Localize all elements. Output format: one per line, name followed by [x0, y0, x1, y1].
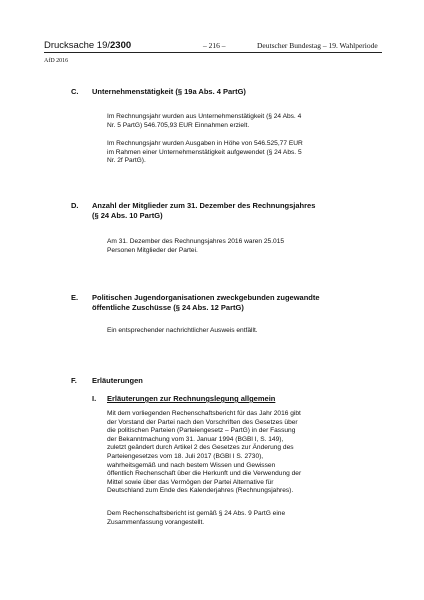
section-f-title: Erläuterungen	[92, 376, 143, 385]
heading-line: (§ 24 Abs. 10 PartG)	[92, 210, 163, 220]
subsection-i-title: Erläuterungen zur Rechnungslegung allgemein	[107, 394, 276, 403]
subheader: AfD 2016	[44, 58, 69, 64]
text-line: Am 31. Dezember des Rechnungsjahres 2016 waren 25.015	[107, 238, 285, 245]
text-line: der Bekanntmachung vom 31. Januar 1994 (BGBl I, S. 149),	[107, 435, 284, 443]
section-e-title	[92, 293, 320, 312]
text-line: Deutschland zum Ende des Kalenderjahres (Rechnungsjahres).	[107, 487, 294, 495]
section-e-letter: E.	[71, 293, 79, 302]
section-f-letter: F.	[71, 376, 77, 385]
text-line: öffentlich Rechenschaft über die Herkunft und die Verwendung der	[107, 470, 302, 478]
text-line: Personen Mitglieder der Partei.	[107, 246, 198, 254]
page-number: – 216 –	[203, 41, 226, 50]
subsection-i-paragraph-1	[107, 410, 301, 496]
subsection-i-paragraph-2	[107, 510, 285, 527]
heading-line: Politischen Jugendorganisationen zweckgebunden zugewandte	[92, 293, 320, 302]
section-c-paragraph-2	[107, 140, 303, 166]
heading-line: Anzahl der Mitglieder zum 31. Dezember des Rechnungsjahres	[92, 201, 316, 210]
doc-label: Drucksache 19/	[44, 40, 111, 51]
text-line: Ein entsprechender nachrichtlicher Ausweis entfällt.	[107, 327, 258, 334]
text-line: Dem Rechenschaftsbericht ist gemäß § 24 Abs. 9 PartG eine	[107, 510, 286, 517]
text-line: die politischen Parteien (Parteiengesetz – PartG) in der Fassung	[107, 427, 296, 435]
text-line: Nr. 2f PartG).	[107, 157, 146, 165]
section-d-letter: D.	[71, 201, 79, 210]
text-line: Nr. 5 PartG) 546.705,93 EUR Einnahmen erzielt.	[107, 121, 250, 129]
section-c-title: Unternehmenstätigkeit (§ 19a Abs. 4 PartG)	[92, 87, 246, 96]
section-e-paragraph	[107, 327, 258, 336]
section-d-paragraph	[107, 238, 284, 255]
text-line: Im Rechnungsjahr wurden Ausgaben in Höhe von 546.525,77 EUR	[107, 140, 303, 147]
section-c-paragraph-1	[107, 113, 301, 130]
parliament-label: Deutscher Bundestag – 19. Wahlperiode	[257, 41, 378, 50]
subsection-i-numeral: I.	[92, 394, 97, 403]
text-line: der Vorstand der Partei nach den Vorschriften des Gesetzes über	[107, 418, 298, 426]
heading-line: öffentliche Zuschüsse (§ 24 Abs. 12 PartG)	[92, 302, 244, 312]
text-line: wahrheitsgemäß und nach bestem Wissen und Gewissen	[107, 461, 276, 469]
doc-number: 2300	[110, 40, 132, 51]
text-line: Mittel sowie über das Vermögen der Partei Alternative für	[107, 478, 274, 486]
text-line: Im Rechnungsjahr wurden aus Unternehmenstätigkeit (§ 24 Abs. 4	[107, 113, 302, 120]
document-reference	[44, 40, 131, 51]
text-line: Zusammenfassung vorangestellt.	[107, 518, 205, 526]
text-line: Parteiengesetzes vom 18. Juli 2017 (BGBl I S. 2730),	[107, 452, 264, 460]
section-d-title	[92, 201, 315, 220]
header-rule	[44, 52, 382, 53]
text-line: Mit dem vorliegenden Rechenschaftsbericht für das Jahr 2016 gibt	[107, 410, 301, 417]
text-line: im Rahmen einer Unternehmenstätigkeit aufgewendet (§ 24 Abs. 5	[107, 148, 302, 156]
section-c-letter: C.	[71, 87, 79, 96]
text-line: zuletzt geändert durch Artikel 2 des Gesetzes zur Änderung des	[107, 444, 294, 452]
